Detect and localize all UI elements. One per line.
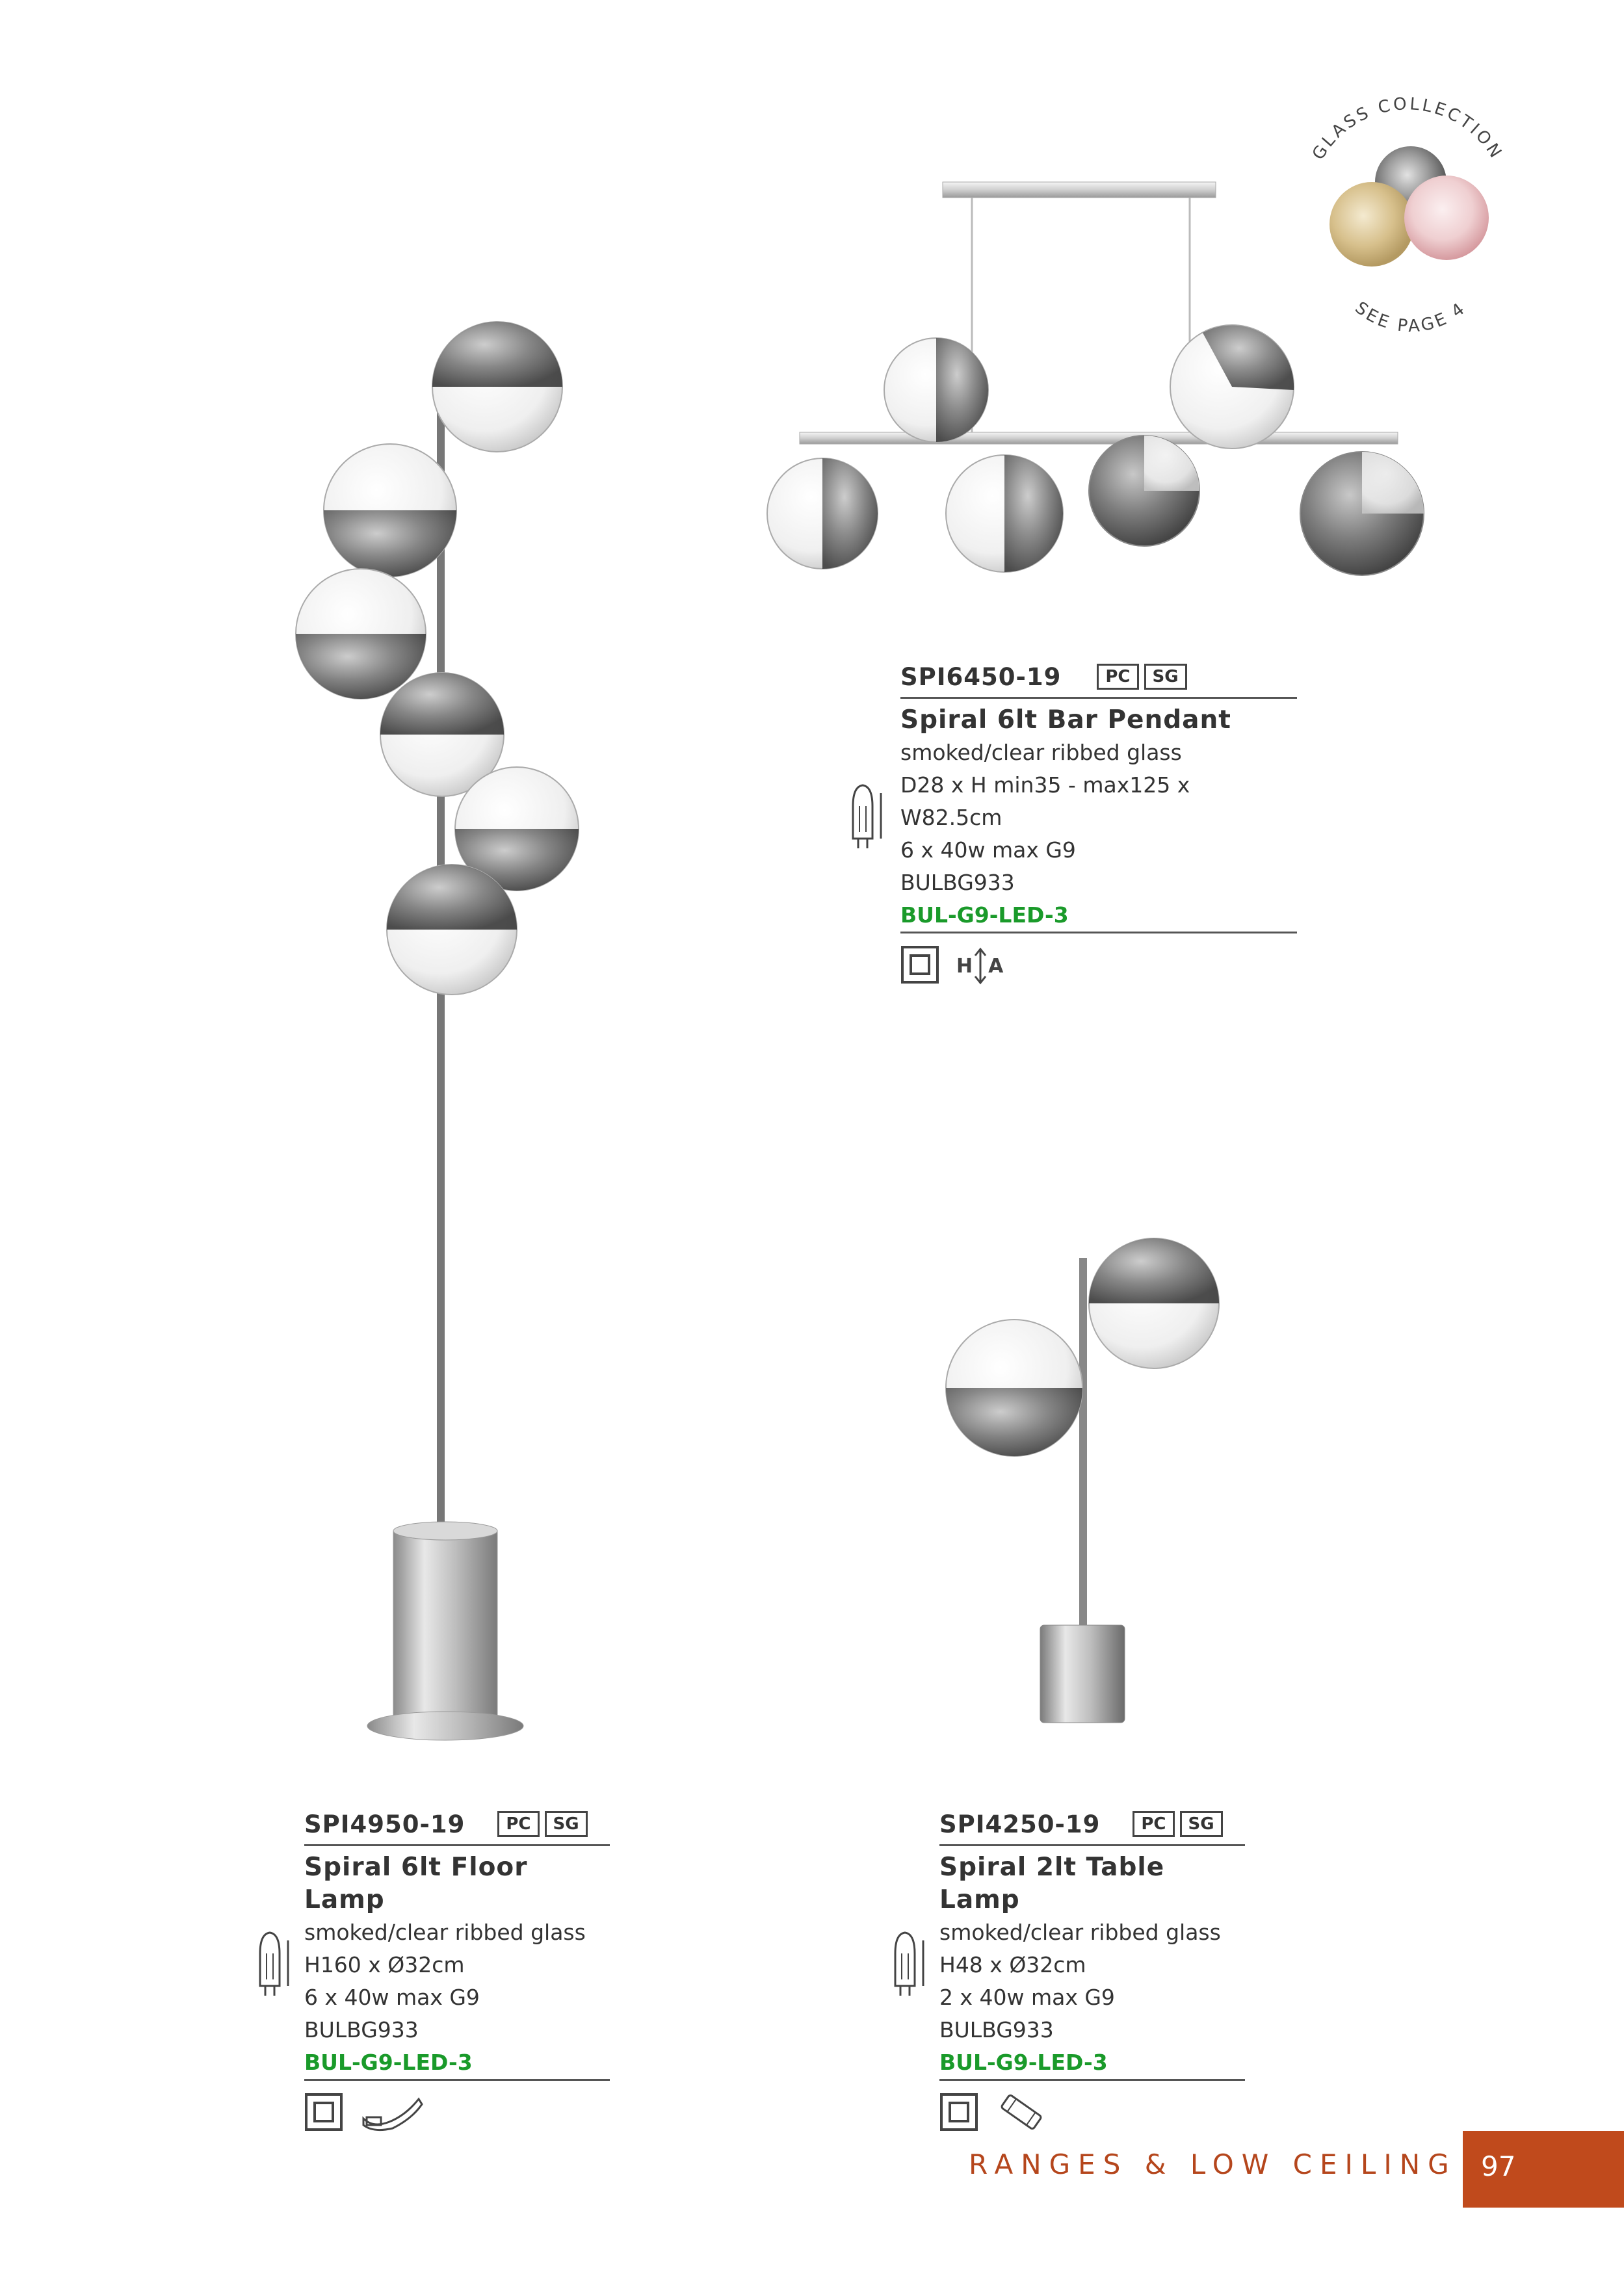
divider — [304, 2079, 610, 2081]
class-ii-icon — [304, 2093, 343, 2134]
finish-badge-pc: PC — [1097, 664, 1138, 690]
class-ii-icon — [900, 945, 939, 987]
product-name: Spiral 6lt Floor Lamp — [304, 1853, 528, 1914]
product-glass: smoked/clear ribbed glass — [304, 1920, 586, 1945]
page-number-box — [1463, 2131, 1624, 2208]
section-title: RANGES & LOW CEILING — [969, 2148, 1457, 2180]
foot-switch-icon — [360, 2093, 425, 2134]
class-ii-icon — [939, 2093, 978, 2134]
height-adjustable-icon: H A — [956, 946, 1003, 985]
product-bulb: BULBG933 — [304, 2017, 419, 2042]
product-table-lamp — [939, 1804, 1245, 2134]
product-floor-lamp — [304, 1804, 610, 2134]
product-name: Spiral 2lt Table Lamp — [939, 1853, 1165, 1914]
divider — [304, 1844, 610, 1846]
product-code: SPI4250-19 — [939, 1810, 1101, 1838]
product-wattage: 6 x 40w max G9 — [900, 837, 1076, 863]
product-bulb: BULBG933 — [900, 870, 1015, 895]
floor-lamp-photo — [293, 306, 598, 1749]
product-led-bulb: BUL-G9-LED-3 — [304, 2050, 473, 2075]
product-dimensions: H160 x Ø32cm — [304, 1952, 465, 1977]
divider — [900, 697, 1297, 699]
product-bar-pendant — [900, 657, 1297, 987]
bar-pendant-photo — [754, 163, 1437, 592]
divider — [939, 1844, 1245, 1846]
product-glass: smoked/clear ribbed glass — [900, 740, 1182, 765]
finish-badge-sg: SG — [1144, 664, 1187, 690]
inline-switch-icon — [995, 2093, 1047, 2134]
table-lamp-photo — [923, 1229, 1261, 1736]
g9-bulb-icon — [845, 780, 884, 854]
finish-badge-pc: PC — [1133, 1811, 1174, 1837]
product-dimensions: D28 x H min35 - max125 x W82.5cm — [900, 772, 1190, 830]
product-bulb: BULBG933 — [939, 2017, 1054, 2042]
g9-bulb-icon — [887, 1927, 926, 2002]
product-wattage: 2 x 40w max G9 — [939, 1985, 1115, 2010]
finish-badge-sg: SG — [545, 1811, 588, 1837]
product-code: SPI4950-19 — [304, 1810, 465, 1838]
finish-badge-sg: SG — [1180, 1811, 1223, 1837]
finish-badge-pc: PC — [497, 1811, 539, 1837]
page-number: 97 — [1481, 2150, 1516, 2182]
glass-collection-see-page: SEE PAGE 4 — [1351, 298, 1471, 337]
product-led-bulb: BUL-G9-LED-3 — [900, 902, 1069, 928]
product-code: SPI6450-19 — [900, 662, 1062, 691]
product-glass: smoked/clear ribbed glass — [939, 1920, 1221, 1945]
product-wattage: 6 x 40w max G9 — [304, 1985, 480, 2010]
g9-bulb-icon — [252, 1927, 291, 2002]
product-dimensions: H48 x Ø32cm — [939, 1952, 1086, 1977]
divider — [900, 932, 1297, 933]
glass-collection-title: GLASS COLLECTION — [1308, 94, 1507, 164]
product-name: Spiral 6lt Bar Pendant — [900, 705, 1231, 735]
product-led-bulb: BUL-G9-LED-3 — [939, 2050, 1108, 2075]
divider — [939, 2079, 1245, 2081]
